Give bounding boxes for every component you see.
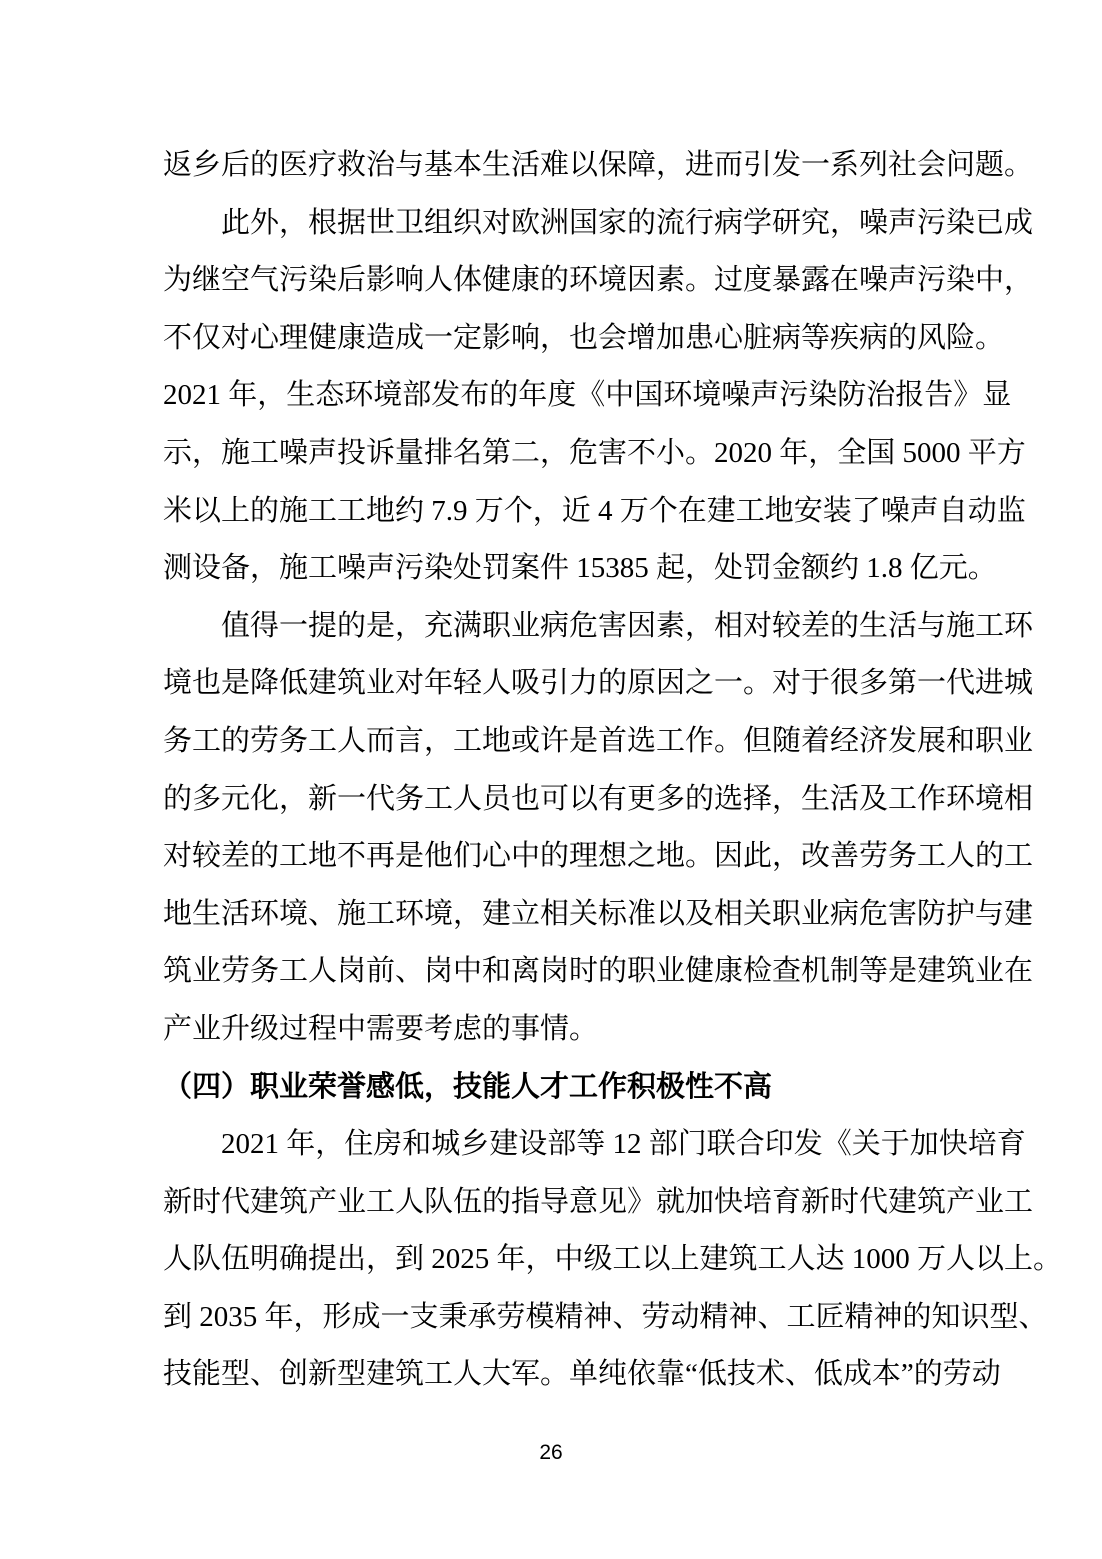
section-heading <box>163 1059 940 1117</box>
text-line: 为继空气污染后影响人体健康的环境因素。过度暴露在噪声污染中， <box>163 264 1034 297</box>
text-line: 返乡后的医疗救治与基本生活难以保障，进而引发一系列社会问题。 <box>163 149 1034 181</box>
text-line: 测设备，施工噪声污染处罚案件 15385 起，处罚金额约 1.8 亿元。 <box>163 552 997 585</box>
paragraph <box>163 137 1034 195</box>
text-line: 人队伍明确提出，到 2025 年，中级工以上建筑工人达 1000 万人以上。 <box>163 1243 1063 1276</box>
text-line: 筑业劳务工人岗前、岗中和离岗时的职业健康检查机制等是建筑业在 <box>163 955 1034 988</box>
text-line: 的多元化，新一代务工人员也可以有更多的选择，生活及工作环境相 <box>163 782 1034 815</box>
text-line: 2021 年，住房和城乡建设部等 12 部门联合印发《关于加快培育 <box>221 1128 1026 1161</box>
text-line: 示，施工噪声投诉量排名第二，危害不小。2020 年，全国 5000 平方 <box>163 436 1026 469</box>
text-line: 值得一提的是，充满职业病危害因素，相对较差的生活与施工环 <box>221 609 1034 642</box>
text-line: 务工的劳务工人而言，工地或许是首选工作。但随着经济发展和职业 <box>163 724 1034 757</box>
paragraph <box>163 598 1034 1059</box>
text-line: 不仅对心理健康造成一定影响，也会增加患心脏病等疾病的风险。 <box>163 321 1005 354</box>
text-line: 米以上的施工工地约 7.9 万个，近 4 万个在建工地安装了噪声自动监 <box>163 494 1026 527</box>
text-line: 地生活环境、施工环境，建立相关标准以及相关职业病危害防护与建 <box>163 897 1034 930</box>
text-line: 境也是降低建筑业对年轻人吸引力的原因之一。对于很多第一代进城 <box>163 667 1034 700</box>
text-line: 对较差的工地不再是他们心中的理想之地。因此，改善劳务工人的工 <box>163 840 1034 873</box>
text-line: 技能型、创新型建筑工人大军。单纯依靠“低技术、低成本”的劳动 <box>163 1358 1001 1391</box>
text-line: 此外，根据世卫组织对欧洲国家的流行病学研究，噪声污染已成 <box>221 206 1034 239</box>
heading-line: （四）职业荣誉感低，技能人才工作积极性不高 <box>163 1070 773 1103</box>
paragraph <box>163 1116 1063 1404</box>
page-number: 26 <box>539 1441 563 1464</box>
text-line: 2021 年，生态环境部发布的年度《中国环境噪声污染防治报告》显 <box>163 379 1012 412</box>
paragraph <box>163 195 1034 598</box>
text-line: 产业升级过程中需要考虑的事情。 <box>163 1012 599 1045</box>
text-line: 新时代建筑产业工人队伍的指导意见》就加快培育新时代建筑产业工 <box>163 1185 1034 1218</box>
document-body <box>163 137 1063 1404</box>
text-line: 到 2035 年，形成一支秉承劳模精神、劳动精神、工匠精神的知识型、 <box>163 1300 1048 1333</box>
